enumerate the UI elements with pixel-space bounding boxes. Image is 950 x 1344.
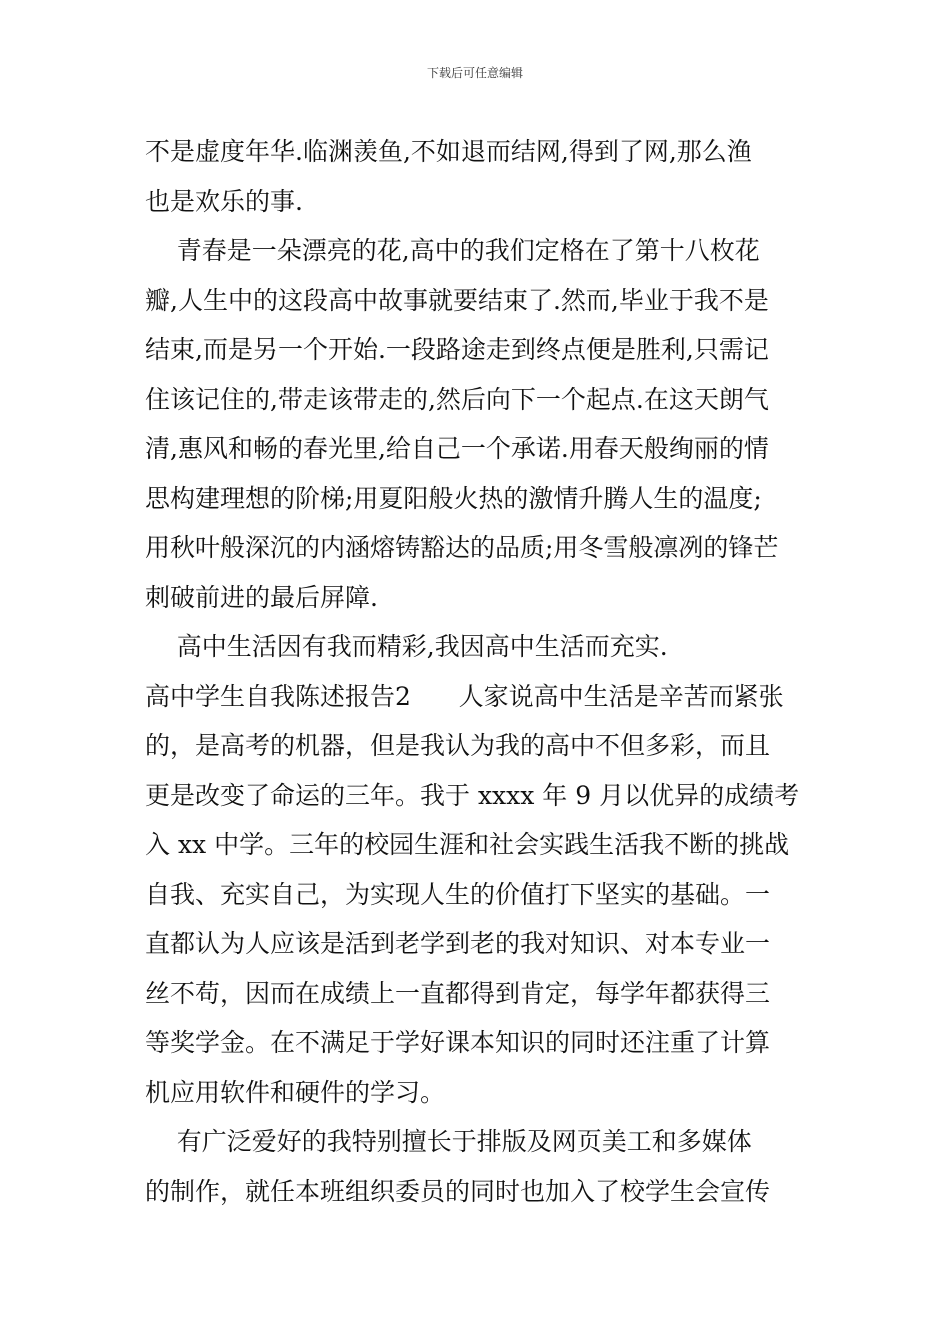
document-body [145, 127, 809, 1216]
text-line: 思构建理想的阶梯;用夏阳般火热的激情升腾人生的温度; [145, 483, 762, 513]
text-line: 更是改变了命运的三年。我于 xxxx 年 9 月以优异的成绩考 [145, 780, 800, 810]
text-line: 入 xx 中学。三年的校园生涯和社会实践生活我不断的挑战 [145, 830, 790, 859]
page-header: 下载后可任意编辑 [426, 66, 523, 80]
text-line: 高中生活因有我而精彩,我因高中生活而充实. [145, 632, 668, 661]
text-line: 不是虚度年华.临渊羡鱼,不如退而结网,得到了网,那么渔 [145, 137, 752, 166]
text-line: 住该记住的,带走该带走的,然后向下一个起点.在这天朗气 [145, 384, 769, 414]
text-line: 自我、充实自己，为实现人生的价值打下坚实的基础。一 [145, 879, 771, 909]
text-line: 清,惠风和畅的春光里,给自己一个承诺.用春天般绚丽的情 [145, 434, 769, 463]
text-line: 刺破前进的最后屏障. [145, 582, 378, 612]
text-line: 的，是高考的机器，但是我认为我的高中不但多彩，而且 [145, 731, 771, 760]
text-line: 等奖学金。在不满足于学好课本知识的同时还注重了计算 [145, 1028, 771, 1057]
text-line: 机应用软件和硬件的学习。 [145, 1077, 446, 1107]
text-line: 的制作，就任本班组织委员的同时也加入了校学生会宣传 [145, 1176, 771, 1206]
text-line: 青春是一朵漂亮的花,高中的我们定格在了第十八枚花 [145, 236, 760, 265]
text-line: 结束,而是另一个开始.一段路途走到终点便是胜利,只需记 [145, 335, 769, 364]
text-line: 有广泛爱好的我特别擅长于排版及网页美工和多媒体 [145, 1127, 752, 1156]
text-line: 瓣,人生中的这段高中故事就要结束了.然而,毕业于我不是 [145, 285, 769, 315]
text-line: 用秋叶般深沉的内涵熔铸豁达的品质;用冬雪般凛冽的锋芒 [145, 533, 779, 562]
text-line: 也是欢乐的事. [145, 186, 303, 216]
text-line: 丝不苟，因而在成绩上一直都得到肯定，每学年都获得三 [145, 978, 771, 1008]
text-line: 直都认为人应该是活到老学到老的我对知识、对本专业一 [145, 929, 771, 958]
text-line: 高中学生自我陈述报告2 人家说高中生活是辛苦而紧张 [145, 681, 784, 711]
